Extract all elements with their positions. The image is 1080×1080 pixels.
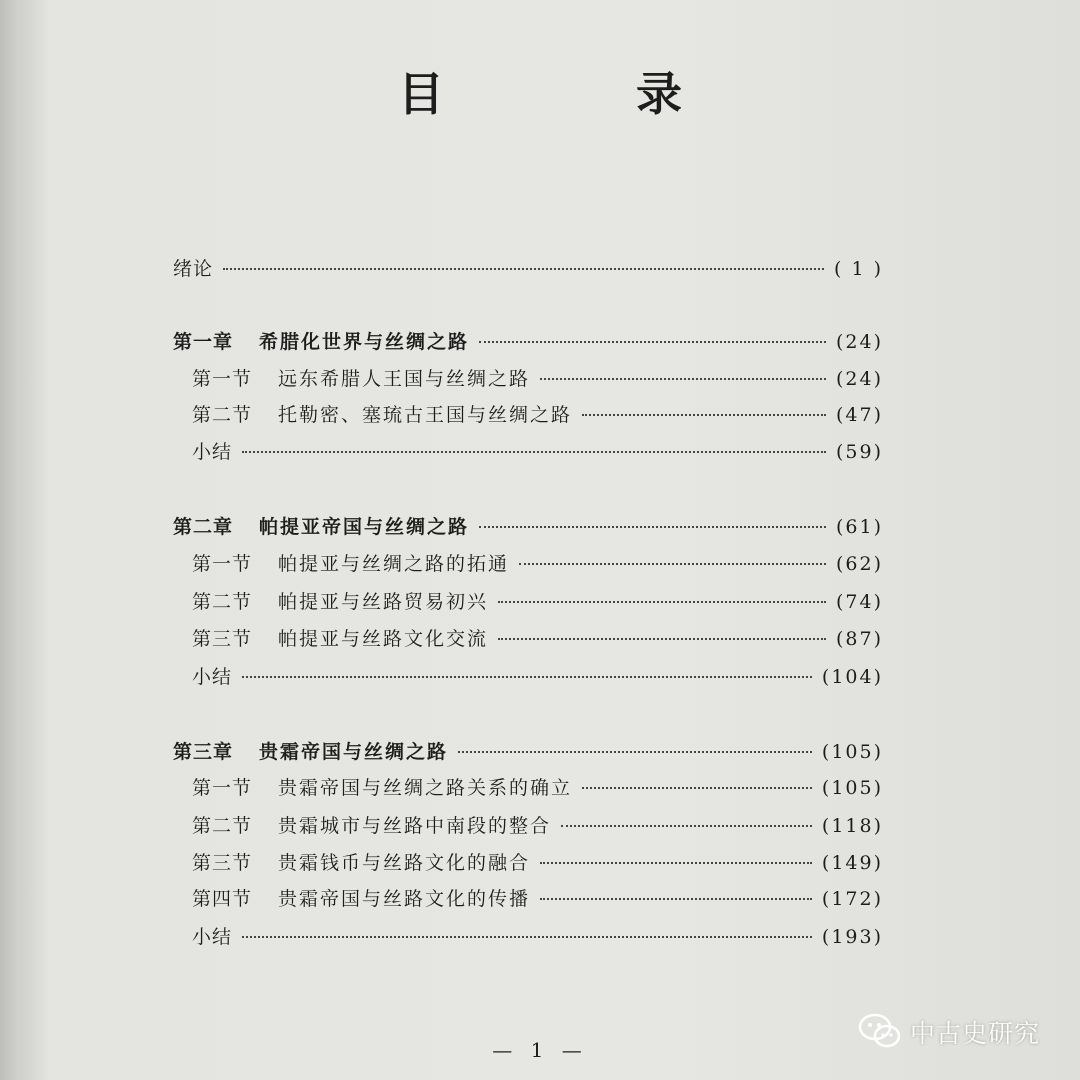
toc-page-number: (172) (821, 888, 883, 910)
toc-entry-section (192, 587, 883, 621)
dot-leader (242, 936, 812, 938)
toc-page-number: (74) (835, 591, 883, 613)
toc-page-number: (149) (821, 852, 883, 874)
toc-entry-label: 小结 (192, 926, 233, 948)
dot-leader (479, 526, 826, 528)
toc-entry-title: 贵霜城市与丝路中南段的整合 (278, 815, 552, 837)
toc-entry-title: 贵霜帝国与丝绸之路关系的确立 (278, 777, 573, 799)
dot-leader (479, 341, 826, 343)
dot-leader (223, 268, 824, 270)
toc-entry-title: 帕提亚帝国与丝绸之路 (259, 516, 470, 538)
toc-entry-title: 贵霜钱币与丝路文化的融合 (278, 852, 531, 874)
toc-entry-summary (192, 662, 883, 696)
toc-entry-label: 第二节 (192, 591, 253, 613)
toc-entry-label: 第三节 (192, 852, 253, 874)
toc-entry-section (192, 400, 883, 434)
toc-entry-label: 第一节 (192, 777, 253, 799)
dot-leader (458, 751, 812, 753)
toc-entry-title: 托勒密、塞琉古王国与丝绸之路 (278, 404, 573, 426)
toc-page-number: (59) (835, 441, 883, 463)
watermark-text: 中古史研究 (910, 1019, 1041, 1048)
toc-entry-label: 第一章 (173, 331, 234, 353)
dot-leader (242, 451, 826, 453)
toc-page-number: (62) (835, 553, 883, 575)
toc-page-number: (105) (821, 777, 883, 799)
toc-entry-title: 帕提亚与丝路文化交流 (278, 628, 489, 650)
toc-entry-summary (192, 437, 883, 471)
toc-page-number: (118) (821, 815, 883, 837)
toc-entry-section (192, 811, 883, 845)
toc-entry-section (192, 848, 883, 882)
toc-entry-title: 希腊化世界与丝绸之路 (259, 331, 470, 353)
dot-leader (498, 638, 826, 640)
dot-leader (519, 563, 826, 565)
toc-page-number: ( 1 ) (834, 258, 883, 280)
toc-entry-title: 帕提亚与丝路贸易初兴 (278, 591, 489, 613)
dot-leader (582, 787, 812, 789)
toc-page-number: (104) (821, 666, 883, 688)
toc-entry-section (192, 624, 883, 658)
toc-entry-title: 贵霜帝国与丝绸之路 (259, 741, 449, 763)
toc-entry-label: 绪论 (173, 258, 214, 280)
toc-entry-section (192, 549, 883, 583)
toc-entry-title: 贵霜帝国与丝路文化的传播 (278, 888, 531, 910)
toc-entry-label: 第二节 (192, 404, 253, 426)
toc-entry-label: 第一节 (192, 553, 253, 575)
toc-entry-intro (173, 254, 883, 288)
toc-page-number: (105) (821, 741, 883, 763)
toc-entry-label: 第二章 (173, 516, 234, 538)
toc-entry-title: 帕提亚与丝绸之路的拓通 (278, 553, 510, 575)
toc-page-number: (61) (835, 516, 883, 538)
watermark (858, 1012, 1040, 1052)
toc-entry-section (192, 773, 883, 807)
toc-page-number: (87) (835, 628, 883, 650)
page-title: 目 录 (397, 67, 770, 121)
toc-entry-label: 第三节 (192, 628, 253, 650)
toc-entry-label: 第一节 (192, 368, 253, 390)
toc-entry-summary (192, 922, 883, 956)
toc-entry-section (192, 884, 883, 918)
dot-leader (540, 862, 812, 864)
toc-entry-section (192, 364, 883, 398)
dot-leader (498, 601, 826, 603)
toc-page-number: (24) (835, 331, 883, 353)
dot-leader (561, 825, 812, 827)
toc-entry-label: 小结 (192, 441, 233, 463)
toc-page-number: (193) (821, 926, 883, 948)
dot-leader (242, 676, 812, 678)
toc-page-number: (47) (835, 404, 883, 426)
page-number-footer: — 1 — (492, 1038, 588, 1062)
toc-entry-chapter-2 (173, 512, 883, 546)
dot-leader (540, 898, 812, 900)
toc-entry-chapter-1 (173, 327, 883, 361)
toc-entry-label: 第三章 (173, 741, 234, 763)
toc-page-number: (24) (835, 368, 883, 390)
toc-entry-label: 第二节 (192, 815, 253, 837)
dot-leader (540, 378, 826, 380)
wechat-icon (858, 1012, 902, 1052)
toc-entry-chapter-3 (173, 737, 883, 771)
toc-entry-label: 小结 (192, 666, 233, 688)
dot-leader (582, 414, 826, 416)
toc-entry-title: 远东希腊人王国与丝绸之路 (278, 368, 531, 390)
toc-entry-label: 第四节 (192, 888, 253, 910)
